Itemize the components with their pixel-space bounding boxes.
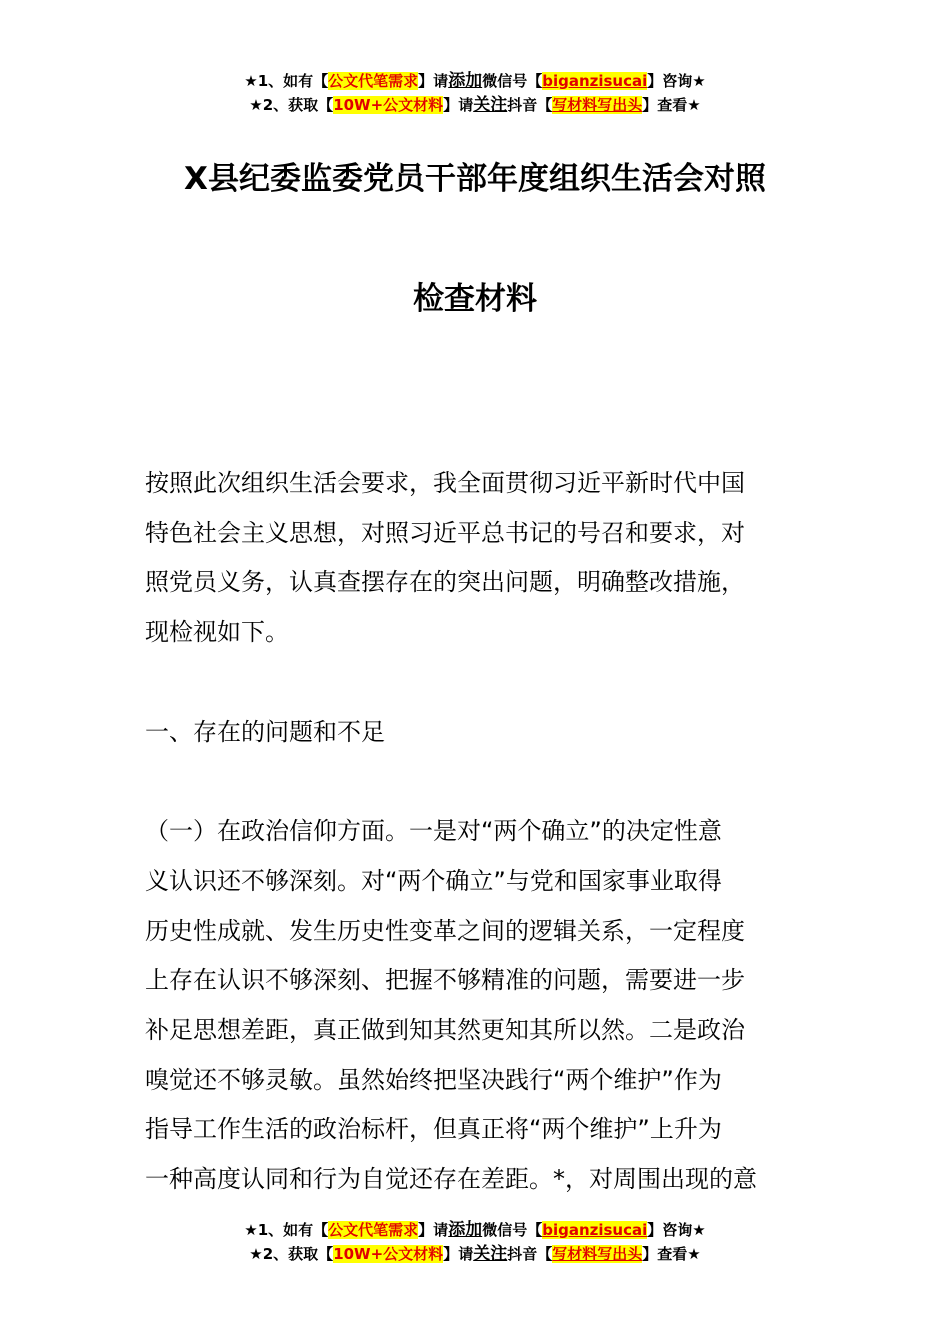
promo-text: 抖音【 bbox=[507, 1245, 553, 1263]
promo-text: 】请 bbox=[418, 72, 449, 90]
body-line: 一种高度认同和行为自觉还存在差距。*，对周围出现的意 bbox=[145, 1165, 757, 1193]
promo-text: 】咨询★ bbox=[647, 1221, 706, 1239]
wechat-id-link[interactable]: biganzisucai bbox=[542, 72, 648, 90]
promo-text: 】请 bbox=[443, 96, 474, 114]
body-line: （一）在政治信仰方面。一是对“两个确立”的决定性意 bbox=[145, 817, 722, 845]
promo-underline: 关注 bbox=[473, 1244, 508, 1264]
body-line: 现检视如下。 bbox=[145, 618, 289, 646]
body-line: 照党员义务，认真查摆存在的突出问题，明确整改措施， bbox=[145, 568, 745, 596]
promo-text: ★2、获取【 bbox=[249, 1245, 334, 1263]
wechat-id-link[interactable]: biganzisucai bbox=[542, 1221, 648, 1239]
promo-highlight: 公文代笔需求 bbox=[328, 1221, 419, 1239]
body-line: 义认识还不够深刻。对“两个确立”与党和国家事业取得 bbox=[145, 867, 722, 895]
promo-header-line-2 bbox=[0, 94, 950, 116]
promo-highlight: 公文代笔需求 bbox=[328, 72, 419, 90]
promo-underline: 关注 bbox=[473, 95, 508, 115]
body-line: 按照此次组织生活会要求，我全面贯彻习近平新时代中国 bbox=[145, 469, 745, 497]
promo-highlight: 10W+公文材料 bbox=[333, 96, 444, 114]
promo-text: ★2、获取【 bbox=[249, 96, 334, 114]
promo-underline: 添加 bbox=[448, 71, 483, 91]
douyin-account-link[interactable]: 写材料写出头 bbox=[552, 1245, 643, 1263]
promo-footer-line-1 bbox=[0, 1219, 950, 1241]
promo-header-line-1 bbox=[0, 70, 950, 92]
promo-text: ★1、如有【 bbox=[244, 72, 329, 90]
body-line: 嗅觉还不够灵敏。虽然始终把坚决践行“两个维护”作为 bbox=[145, 1066, 722, 1094]
promo-text: 】查看★ bbox=[642, 1245, 701, 1263]
promo-text: 微信号【 bbox=[482, 72, 543, 90]
body-line: 补足思想差距，真正做到知其然更知其所以然。二是政治 bbox=[145, 1016, 745, 1044]
promo-text: 】请 bbox=[443, 1245, 474, 1263]
section-heading: 一、存在的问题和不足 bbox=[145, 718, 385, 746]
body-line: 特色社会主义思想，对照习近平总书记的号召和要求，对 bbox=[145, 519, 745, 547]
promo-highlight: 10W+公文材料 bbox=[333, 1245, 444, 1263]
document-title-line-1: X县纪委监委党员干部年度组织生活会对照 bbox=[184, 161, 766, 197]
body-line: 指导工作生活的政治标杆，但真正将“两个维护”上升为 bbox=[145, 1115, 722, 1143]
promo-text: 】请 bbox=[418, 1221, 449, 1239]
document-title-line-2: 检查材料 bbox=[413, 281, 537, 317]
promo-text: 】咨询★ bbox=[647, 72, 706, 90]
promo-text: 抖音【 bbox=[507, 96, 553, 114]
body-line: 历史性成就、发生历史性变革之间的逻辑关系，一定程度 bbox=[145, 917, 745, 945]
douyin-account-link[interactable]: 写材料写出头 bbox=[552, 96, 643, 114]
promo-text: 】查看★ bbox=[642, 96, 701, 114]
promo-text: 微信号【 bbox=[482, 1221, 543, 1239]
promo-underline: 添加 bbox=[448, 1220, 483, 1240]
promo-footer-line-2 bbox=[0, 1243, 950, 1265]
promo-text: ★1、如有【 bbox=[244, 1221, 329, 1239]
body-line: 上存在认识不够深刻、把握不够精准的问题，需要进一步 bbox=[145, 966, 745, 994]
